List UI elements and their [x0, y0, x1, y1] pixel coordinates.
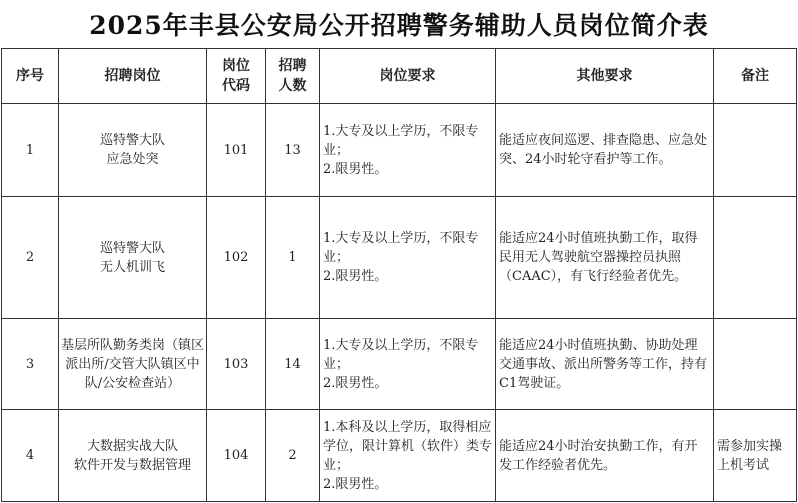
cell-position: 大数据实战大队 软件开发与数据管理	[59, 410, 207, 502]
cell-seq: 4	[2, 410, 59, 502]
cell-notes	[714, 104, 797, 197]
cell-position: 巡特警大队 无人机训飞	[59, 197, 207, 319]
header-position: 招聘岗位	[59, 49, 207, 104]
cell-seq: 3	[2, 319, 59, 410]
cell-code: 101	[207, 104, 266, 197]
positions-table	[1, 48, 797, 502]
table-row	[2, 410, 797, 502]
cell-seq: 2	[2, 197, 59, 319]
cell-other: 能适应24小时治安执勤工作，有开发工作经验者优先。	[496, 410, 714, 502]
cell-notes	[714, 197, 797, 319]
cell-code: 104	[207, 410, 266, 502]
cell-other: 能适应24小时值班执勤、协助处理交通事故、派出所警务等工作，持有C1驾驶证。	[496, 319, 714, 410]
table-header-row	[2, 49, 797, 104]
table-row	[2, 319, 797, 410]
page-title: 2025年丰县公安局公开招聘警务辅助人员岗位简介表	[89, 11, 709, 40]
header-notes: 备注	[714, 49, 797, 104]
cell-count: 13	[266, 104, 320, 197]
header-other: 其他要求	[496, 49, 714, 104]
header-seq: 序号	[2, 49, 59, 104]
cell-other: 能适应24小时值班执勤工作，取得民用无人驾驶航空器操控员执照（CAAC），有飞行经验者优先。	[496, 197, 714, 319]
cell-requirements: 1.本科及以上学历，取得相应学位，限计算机（软件）类专业； 2.限男性。	[320, 410, 496, 502]
table-row	[2, 104, 797, 197]
cell-code: 103	[207, 319, 266, 410]
cell-requirements: 1.大专及以上学历，不限专业； 2.限男性。	[320, 319, 496, 410]
table-row	[2, 197, 797, 319]
cell-code: 102	[207, 197, 266, 319]
header-requirements: 岗位要求	[320, 49, 496, 104]
cell-other: 能适应夜间巡逻、排查隐患、应急处突、24小时轮守看护等工作。	[496, 104, 714, 197]
header-count: 招聘 人数	[266, 49, 320, 104]
cell-notes	[714, 319, 797, 410]
header-code: 岗位 代码	[207, 49, 266, 104]
cell-requirements: 1.大专及以上学历，不限专业； 2.限男性。	[320, 197, 496, 319]
cell-position: 巡特警大队 应急处突	[59, 104, 207, 197]
cell-requirements: 1.大专及以上学历，不限专业； 2.限男性。	[320, 104, 496, 197]
cell-seq: 1	[2, 104, 59, 197]
cell-count: 14	[266, 319, 320, 410]
cell-position: 基层所队勤务类岗（镇区派出所/交管大队镇区中队/公安检查站）	[59, 319, 207, 410]
cell-count: 2	[266, 410, 320, 502]
cell-notes: 需参加实操 上机考试	[714, 410, 797, 502]
cell-count: 1	[266, 197, 320, 319]
